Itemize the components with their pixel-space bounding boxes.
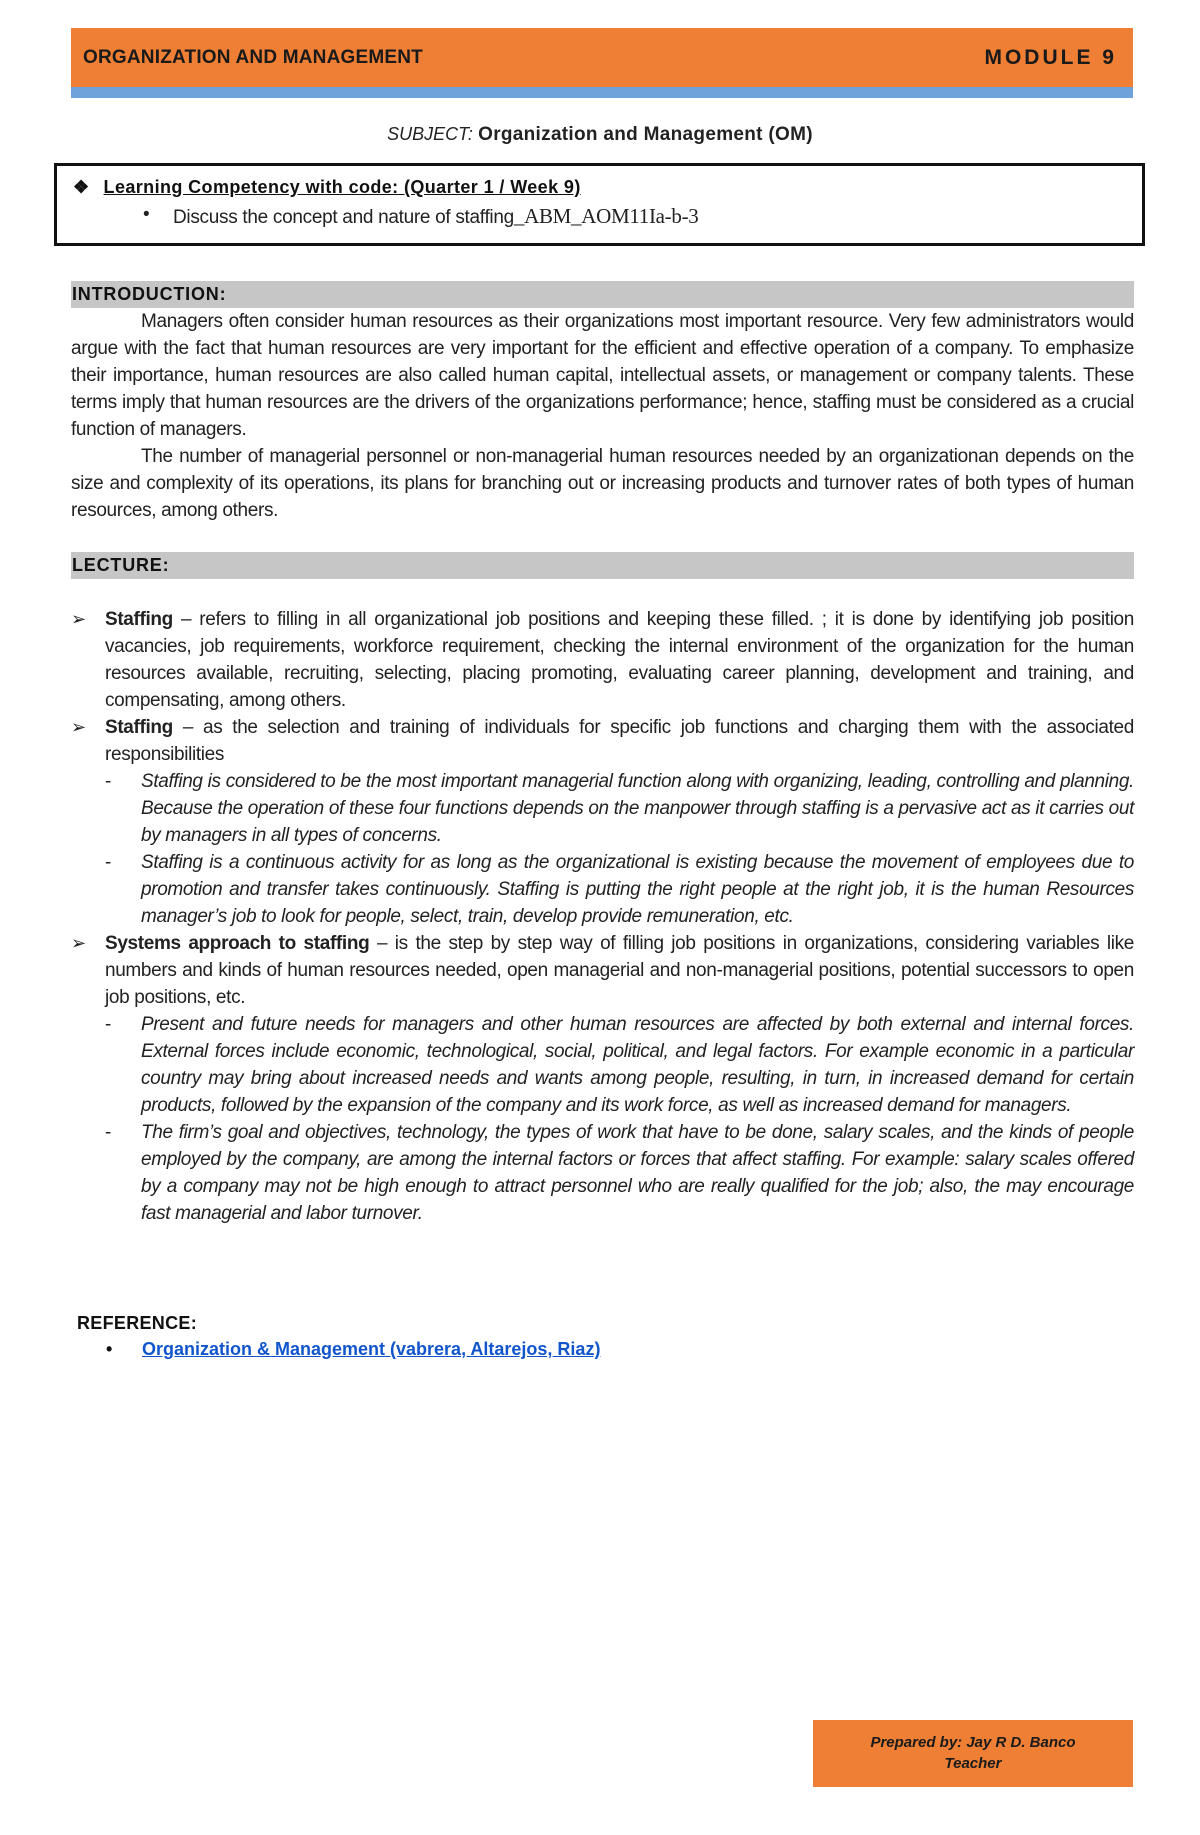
lecture-term: Systems approach to staffing [105, 933, 370, 954]
lecture-item-systems-approach [71, 930, 1134, 1011]
reference-item [106, 1339, 601, 1360]
prepared-by-box [813, 1720, 1133, 1787]
lecture-item-staffing [71, 606, 1134, 714]
lecture-heading: LECTURE: [71, 552, 1134, 579]
subject-value: Organization and Management (OM) [478, 124, 813, 145]
dash-bullet: - [105, 1122, 111, 1143]
bullet-icon: • [106, 1339, 113, 1359]
lecture-subitem-text: Staffing is a continuous activity for as long as the organizational is existing because the movement of employees due to promotion and transfer takes continuously. Staffing is putting the right people at the right job, it is the human Resources manager’s job to look for people, select, train, develop provide remuneration, etc. [141, 852, 1134, 927]
competency-item [143, 204, 699, 229]
lecture-term: Staffing [105, 717, 173, 738]
lecture-subitem-text: Present and future needs for managers and other human resources are affected by both external and internal forces. External forces include economic, technological, social, political, and legal factors. For example economic in a particular country may bring about increased needs and wants among people, resulting, in turn, in increased demand for certain products, followed by the expansion of the company and its work force, as well as increased demand for managers. [141, 1014, 1134, 1116]
lecture-definition: – refers to filling in all organizational job positions and keeping these filled. ; it is done by identifying job position vacancies, job requirements, workforce requirement, checking the internal environment of the organization for the human resources available, recruiting, selecting, placing promoting, evaluating career planning, development and training, and compensating, among others. [105, 609, 1134, 711]
lecture-subitem [71, 849, 1134, 930]
subject-line [0, 124, 1200, 146]
competency-heading [73, 177, 581, 198]
module-number: MODULE 9 [984, 45, 1117, 69]
competency-item-text: Discuss the concept and nature of staffing [173, 207, 514, 228]
competency-heading-text: Learning Competency with code: (Quarter 1 / Week 9) [103, 177, 581, 197]
bullet-icon: • [143, 204, 150, 225]
arrow-bullet-icon: ➢ [71, 933, 86, 953]
dash-bullet: - [105, 1014, 111, 1035]
lecture-subitem-text: The firm’s goal and objectives, technology, the types of work that have to be done, salary scales, and the kinds of people employed by the company, are among the internal factors or forces that affect staffing. For example: salary scales offered by a company may not be high enough to attract personnel who are really qualified for the job; also, the may encourage fast managerial and labor turnover. [141, 1122, 1134, 1224]
lecture-subitem [71, 1119, 1134, 1227]
competency-code: _ABM_AOM11Ia-b-3 [513, 204, 699, 228]
introduction-paragraph-2: The number of managerial personnel or non-managerial human resources needed by an organizationan depends on the size and complexity of its operations, its plans for branching out or increasing products and turnover rates of both types of human resources, among others. [71, 446, 1134, 521]
dash-bullet: - [105, 852, 111, 873]
lecture-definition: – is the step by step way of filling job positions in organizations, considering variables like numbers and kinds of human resources needed, open managerial and non-managerial positions, potential successors to open job positions, etc. [105, 933, 1134, 1008]
reference-heading: REFERENCE: [77, 1313, 198, 1333]
learning-competency-box [54, 163, 1145, 246]
dash-bullet: - [105, 771, 111, 792]
lecture-item-staffing-selection [71, 714, 1134, 768]
introduction-heading: INTRODUCTION: [71, 281, 1134, 308]
subject-label: SUBJECT: [387, 124, 473, 144]
arrow-bullet-icon: ➢ [71, 717, 86, 737]
header-title: ORGANIZATION AND MANAGEMENT [83, 46, 423, 68]
reference-link[interactable]: Organization & Management (vabrera, Altarejos, Riaz) [142, 1339, 601, 1359]
prepared-by-name: Prepared by: Jay R D. Banco [870, 1734, 1076, 1751]
lecture-definition: – as the selection and training of individuals for specific job functions and charging them with the associated responsibilities [105, 717, 1134, 765]
lecture-subitem-text: Staffing is considered to be the most important managerial function along with organizing, leading, controlling and planning. Because the operation of these four functions depends on the manpower through staffing is a pervasive act as it carries out by managers in all types of concerns. [141, 771, 1134, 846]
prepared-by-role: Teacher [944, 1755, 1002, 1772]
lecture-content [71, 606, 1134, 1227]
module-header [71, 28, 1133, 87]
introduction-paragraph-1: Managers often consider human resources as their organizations most important resource. Very few administrators would argue with the fact that human resources are very important for the efficient and effective operation of a company. To emphasize their importance, human resources are also called human capital, intellectual assets, or management or company talents. These terms imply that human resources are the drivers of the organizations performance; hence, staffing must be considered as a crucial function of managers. [71, 311, 1134, 440]
lecture-term: Staffing [105, 609, 173, 630]
diamond-bullet-icon: ❖ [73, 177, 90, 197]
header-accent-strip [71, 87, 1133, 98]
arrow-bullet-icon: ➢ [71, 609, 86, 629]
lecture-subitem [71, 768, 1134, 849]
lecture-subitem [71, 1011, 1134, 1119]
